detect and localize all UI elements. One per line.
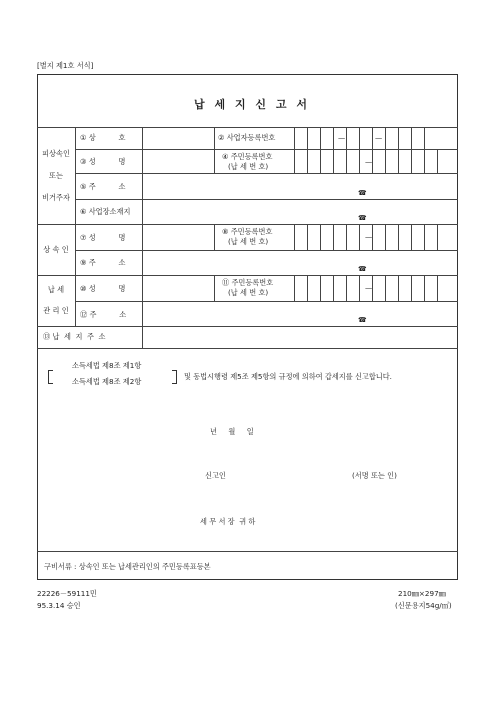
label-resident-no: ④ 주민등록번호 [222,152,273,161]
row-line [75,199,458,200]
dash: — [375,133,383,142]
dash: — [365,232,373,241]
attachment-line [37,551,458,552]
law-option-2: 소득세법 제8조 제2항 [72,377,142,386]
col-line [214,224,215,250]
label-heir-name: ⑦ 성 명 [80,233,126,242]
section-decedent-3: 비거주자 [42,193,70,202]
row-line [37,326,458,327]
col-line [294,275,295,301]
law-statement: 및 동법시행령 제5조 제5항의 규정에 의하여 갑세지를 신고합니다. [184,372,392,381]
label-name: ③ 성 명 [80,157,126,166]
row-line [75,250,458,251]
label-tax-location-address: ⑬ 납 세 지 주 소 [43,332,106,341]
footer-code: 22226－59111민 [37,589,97,598]
dash: — [365,157,373,166]
table-bottom-line [37,348,458,349]
dash: — [365,283,373,292]
label-address: ⑤ 주 소 [80,182,126,191]
sign-note: (서명 또는 인) [352,471,397,480]
section-agent-2: 관 리 인 [43,306,69,315]
footer-size: 210㎜×297㎜ [398,589,446,598]
section-heir: 상 속 인 [43,245,69,254]
col-line [214,127,215,173]
row-line [75,173,458,174]
label-heir-address: ⑨ 주 소 [80,258,126,267]
form-title: 납 세 지 신 고 서 [194,98,310,111]
label-heir-tax-no: (납 세 번 호) [228,237,269,246]
row-line [75,149,458,150]
label-business-location: ⑥ 사업장소재지 [80,207,131,216]
section-decedent-2: 또는 [49,171,63,180]
left-bracket [48,370,53,384]
col-line [75,127,76,326]
col-line [214,275,215,301]
label-business-reg-no: ② 사업자등록번호 [218,133,276,142]
phone-icon: ☎ [358,214,367,222]
phone-icon: ☎ [358,316,367,324]
section-line [37,275,458,276]
label-agent-resident-no: ⑪ 주민등록번호 [222,278,274,287]
label-heir-resident-no: ⑧ 주민등록번호 [222,227,273,236]
col-line [142,127,143,348]
footer-paper: (신문용지54g/㎡) [395,601,452,610]
label-tax-no: (납 세 번 호) [228,162,269,171]
row-line [75,301,458,302]
label-agent-tax-no: (납 세 번 호) [228,288,269,297]
right-bracket [172,370,177,384]
reporter-label: 신고인 [205,471,226,480]
section-line [37,224,458,225]
label-agent-name: ⑩ 성 명 [80,284,126,293]
form-code: [별지 제1호 서식] [37,61,94,70]
phone-icon: ☎ [358,189,367,197]
date-line: 년 월 일 [210,427,254,436]
col-line [294,127,295,173]
dash: — [338,133,346,142]
footer-approval: 95.3.14 승인 [37,601,81,610]
table-top-line [37,127,458,128]
phone-icon: ☎ [358,265,367,273]
attachments: 구비서류 : 상속인 또는 납세관리인의 주민등록표등본 [44,562,211,571]
col-line [294,224,295,250]
label-trade-name: ① 상 호 [80,133,126,142]
label-agent-address: ⑫ 주 소 [80,310,127,319]
section-decedent-1: 피상속인 [42,149,70,158]
law-option-1: 소득세법 제8조 제1항 [72,361,142,370]
section-agent-1: 납 세 [47,285,65,294]
recipient: 세 무 서 장 귀 하 [200,517,256,526]
